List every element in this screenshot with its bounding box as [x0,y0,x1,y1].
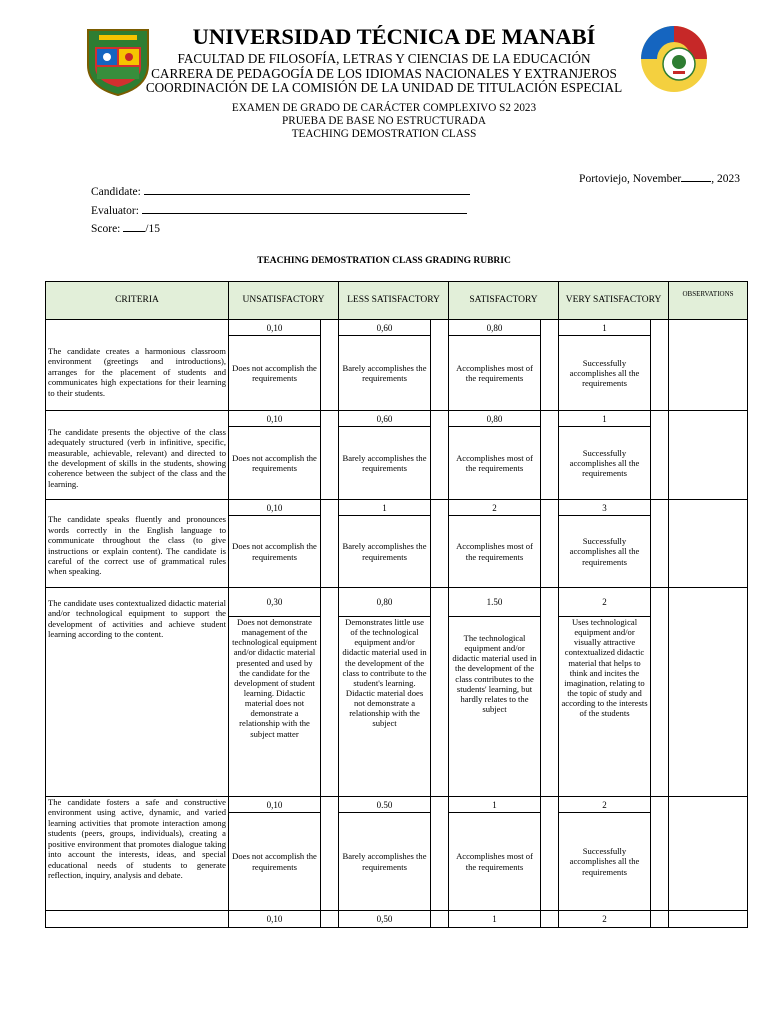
score-unsatisfactory: 0,10 [229,320,321,336]
score-satisfactory: 1.50 [449,588,541,617]
criterion-cell: The candidate creates a harmonious classroom environment (greetings and introductions), arranges for the placement of students and communicates high expectations for their learning to their students. [46,320,229,411]
score-label: Score: [91,223,121,235]
date-suffix: , 2023 [711,173,740,185]
descriptor-unsatisfactory: Does not accomplish the requirements [229,336,321,411]
header-observations: OBSERVATIONS [669,282,748,320]
mark-box[interactable] [321,588,339,797]
descriptor-very-satisfactory: Successfully accomplishes all the requirements [559,427,651,500]
criterion-cell: The candidate presents the objective of the class adequately structured (verb in infinitive, specific, measurable, achievable, relevant) and directed to the development of skills in the students, showing coherence between the subject of the class and the learning. [46,411,229,500]
mark-box[interactable] [541,588,559,797]
score-blank[interactable] [123,221,145,232]
coordination-name: COORDINACIÓN DE LA COMISIÓN DE LA UNIDAD DE TITULACIÓN ESPECIAL [145,80,623,95]
score-very-satisfactory: 3 [559,500,651,516]
descriptor-unsatisfactory: Does not accomplish the requirements [229,813,321,911]
observations-cell[interactable] [669,500,748,588]
score-unsatisfactory: 0,30 [229,588,321,617]
score-very-satisfactory: 1 [559,411,651,427]
header-unsatisfactory: UNSATISFACTORY [229,282,339,320]
descriptor-satisfactory: Accomplishes most of the requirements [449,516,541,588]
score-very-satisfactory: 1 [559,320,651,336]
evaluator-field [91,203,467,217]
score-less-satisfactory: 1 [339,500,431,516]
mark-box[interactable] [431,588,449,797]
score-very-satisfactory: 2 [559,797,651,813]
score-very-satisfactory: 2 [559,588,651,617]
day-blank[interactable] [681,171,711,182]
descriptor-satisfactory: Accomplishes most of the requirements [449,336,541,411]
university-name: UNIVERSIDAD TÉCNICA DE MANABÍ [192,24,596,49]
score-satisfactory: 1 [449,797,541,813]
descriptor-less-satisfactory: Demonstrates little use of the technological equipment and/or didactic material used in the development of the class to contribute to the student's learning. Didactic material does not demonstrate a relationship with the subject [339,617,431,797]
candidate-label: Candidate: [91,186,141,198]
score-satisfactory: 0,80 [449,411,541,427]
career-name: CARRERA DE PEDAGOGÍA DE LOS IDIOMAS NACIONALES Y EXTRANJEROS [151,66,617,81]
score-less-satisfactory: 0,60 [339,411,431,427]
descriptor-less-satisfactory: Barely accomplishes the requirements [339,336,431,411]
observations-cell[interactable] [669,797,748,911]
observations-cell[interactable] [669,411,748,500]
table-row [46,411,748,427]
mark-box[interactable] [651,411,669,500]
evaluator-label: Evaluator: [91,205,139,217]
score-less-satisfactory: 0.50 [339,797,431,813]
header-less-satisfactory: LESS SATISFACTORY [339,282,449,320]
descriptor-very-satisfactory: Uses technological equipment and/or visually attractive contextualized didactic material that helps to think and incites the imagination, relating to the topic of study and according to the interests of the students [559,617,651,797]
mark-box[interactable] [651,797,669,911]
header-satisfactory: SATISFACTORY [449,282,559,320]
score-unsatisfactory: 0,10 [229,411,321,427]
table-row [46,588,748,617]
descriptor-unsatisfactory: Does not demonstrate management of the technological equipment and/or didactic material presented and used by the candidate for the development of student learning. Didactic material does not demonstrate a relationship with the subject matter [229,617,321,797]
date-line [579,171,740,185]
descriptor-very-satisfactory: Successfully accomplishes all the requirements [559,516,651,588]
score-less-satisfactory: 0,80 [339,588,431,617]
descriptor-unsatisfactory: Does not accomplish the requirements [229,516,321,588]
score-unsatisfactory: 0,10 [229,500,321,516]
mark-box[interactable] [431,500,449,588]
mark-box[interactable] [431,797,449,911]
exam-title: EXAMEN DE GRADO DE CARÁCTER COMPLEXIVO S2 2023 [231,102,537,114]
rubric-title: TEACHING DEMOSTRATION CLASS GRADING RUBRIC [257,256,511,266]
observations-cell[interactable] [669,588,748,797]
observations-cell[interactable] [669,320,748,411]
mark-box[interactable] [541,320,559,411]
mark-box[interactable] [651,588,669,797]
criterion-cell [46,911,229,928]
mark-box[interactable] [321,797,339,911]
score-suffix: /15 [145,223,160,235]
mark-box[interactable] [321,411,339,500]
table-row [46,500,748,516]
table-row [46,911,748,928]
mark-box[interactable] [651,320,669,411]
score-very-satisfactory: 2 [559,911,651,928]
score-satisfactory: 2 [449,500,541,516]
mark-box[interactable] [431,411,449,500]
header-criteria: CRITERIA [46,282,229,320]
mark-box[interactable] [431,320,449,411]
score-field [91,221,160,235]
mark-box[interactable] [651,911,669,928]
descriptor-less-satisfactory: Barely accomplishes the requirements [339,427,431,500]
candidate-field [91,184,470,198]
score-satisfactory: 0,80 [449,320,541,336]
table-row [46,797,748,813]
score-less-satisfactory: 0,50 [339,911,431,928]
mark-box[interactable] [651,500,669,588]
mark-box[interactable] [541,500,559,588]
date-prefix: Portoviejo, November [579,173,682,185]
descriptor-unsatisfactory: Does not accomplish the requirements [229,427,321,500]
mark-box[interactable] [321,500,339,588]
descriptor-satisfactory: Accomplishes most of the requirements [449,813,541,911]
exam-subtitle: PRUEBA DE BASE NO ESTRUCTURADA [282,115,486,127]
mark-box[interactable] [431,911,449,928]
mark-box[interactable] [541,411,559,500]
mark-box[interactable] [321,911,339,928]
faculty-name: FACULTAD DE FILOSOFÍA, LETRAS Y CIENCIAS DE LA EDUCACIÓN [177,51,591,66]
descriptor-less-satisfactory: Barely accomplishes the requirements [339,516,431,588]
mark-box[interactable] [321,320,339,411]
descriptor-less-satisfactory: Barely accomplishes the requirements [339,813,431,911]
evaluator-blank[interactable] [142,203,467,214]
descriptor-very-satisfactory: Successfully accomplishes all the requirements [559,813,651,911]
descriptor-satisfactory: Accomplishes most of the requirements [449,427,541,500]
descriptor-satisfactory: The technological equipment and/or didactic material used in the development of the class contributes to the students' learning, but hardly relates to the subject [449,617,541,797]
observations-cell[interactable] [669,911,748,928]
table-row [46,320,748,336]
criterion-cell: The candidate uses contextualized didactic material and/or technological equipment to support the development of activities and achieve student learning according to the content. [46,588,229,797]
rubric-table [45,281,748,928]
score-satisfactory: 1 [449,911,541,928]
exam-type: TEACHING DEMOSTRATION CLASS [291,128,477,140]
score-less-satisfactory: 0,60 [339,320,431,336]
descriptor-very-satisfactory: Successfully accomplishes all the requirements [559,336,651,411]
score-unsatisfactory: 0,10 [229,911,321,928]
criterion-cell: The candidate fosters a safe and constructive environment using active, dynamic, and varied learning activities that promote interaction among students (peers, groups, individuals), creating a positive environment that promotes dialogue taking into account the interests, ideas, and special educational needs of students to generate reflection, inquiry, analysis and debate. [46,797,229,911]
mark-box[interactable] [541,797,559,911]
criterion-cell: The candidate speaks fluently and pronounces words correctly in the English language to communicate throughout the class (to give instructions or explain content). The candidate is careful of the correct use of grammatical rules when speaking. [46,500,229,588]
score-unsatisfactory: 0,10 [229,797,321,813]
header-very-satisfactory: VERY SATISFACTORY [559,282,669,320]
mark-box[interactable] [541,911,559,928]
candidate-blank[interactable] [144,184,470,195]
